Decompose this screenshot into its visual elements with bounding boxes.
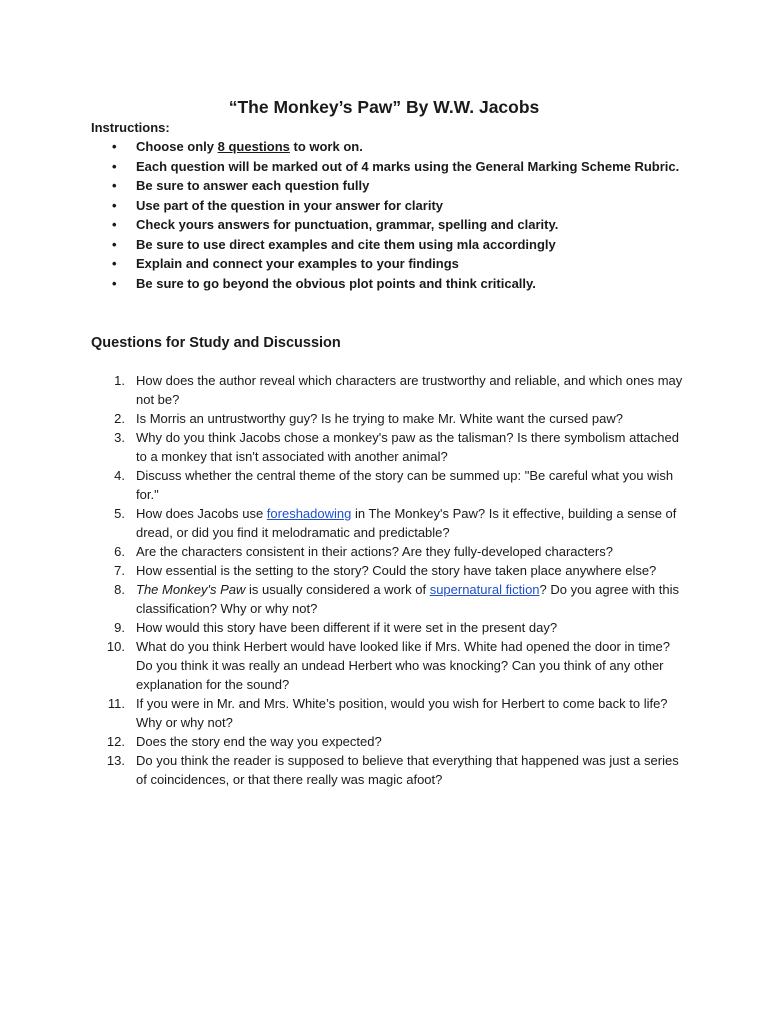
- question-item: [91, 428, 687, 466]
- instruction-item: [91, 157, 691, 177]
- bullet-icon: •: [112, 217, 117, 232]
- question-number: 12.: [106, 734, 125, 749]
- question-text: If you were in Mr. and Mrs. White’s position, would you wish for Herbert to come back to life? Why or why not?: [136, 696, 668, 730]
- question-number: 7.: [114, 563, 125, 578]
- question-text: is usually considered a work of: [245, 582, 430, 597]
- bullet-icon: •: [112, 178, 117, 193]
- question-text: How essential is the setting to the story? Could the story have taken place anywhere else?: [136, 563, 657, 578]
- question-item: [91, 409, 687, 428]
- bullet-icon: •: [112, 236, 117, 252]
- question-number: 1.: [114, 373, 125, 388]
- question-item: [91, 732, 687, 751]
- question-italic-title: The Monkey's Paw: [136, 582, 246, 597]
- instruction-text: Be sure to use direct examples and cite them using mla accordingly: [136, 236, 556, 252]
- question-text: Does the story end the way you expected?: [136, 734, 382, 749]
- bullet-icon: •: [112, 256, 117, 271]
- question-text: Discuss whether the central theme of the story can be summed up: "Be careful what you wish for.": [136, 468, 674, 502]
- question-number: 11.: [107, 696, 125, 711]
- instruction-item: [91, 215, 691, 235]
- question-item: [91, 618, 687, 637]
- instruction-text: Choose only: [136, 139, 218, 154]
- question-number: 8.: [114, 582, 125, 597]
- question-item: [91, 542, 687, 561]
- question-number: 3.: [114, 430, 125, 445]
- instruction-text: Be sure to go beyond the obvious plot points and think critically.: [136, 275, 536, 291]
- question-number: 2.: [114, 411, 125, 426]
- instruction-text: Be sure to answer each question fully: [136, 178, 370, 193]
- instruction-item: [91, 254, 691, 274]
- question-item: [91, 694, 687, 732]
- bullet-icon: •: [112, 139, 117, 154]
- bullet-icon: •: [112, 197, 117, 213]
- question-item: [91, 637, 687, 694]
- instruction-text: Use part of the question in your answer for clarity: [136, 197, 444, 213]
- bullet-icon: •: [112, 158, 117, 174]
- question-number: 10.: [106, 639, 125, 654]
- instruction-underlined-text: 8 questions: [217, 139, 290, 154]
- question-item: [91, 580, 687, 618]
- question-text: Is Morris an untrustworthy guy? Is he trying to make Mr. White want the cursed paw?: [136, 411, 623, 426]
- instruction-item: [91, 196, 691, 216]
- question-text: How does the author reveal which characters are trustworthy and reliable, and which ones may not be?: [136, 373, 683, 407]
- instruction-text: Each question will be marked out of 4 marks using the General Marking Scheme Rubric.: [136, 158, 680, 174]
- questions-list: [91, 371, 687, 789]
- instruction-item: [91, 176, 691, 196]
- question-text: Why do you think Jacobs chose a monkey's paw as the talisman? Is there symbolism attached to a monkey that isn't associated with another animal?: [136, 430, 679, 464]
- instructions-label: Instructions:: [91, 120, 170, 135]
- question-item: [91, 504, 687, 542]
- instructions-list: [91, 137, 691, 293]
- question-text: How would this story have been different if it were set in the present day?: [136, 620, 558, 635]
- instruction-text: Check yours answers for punctuation, grammar, spelling and clarity.: [136, 217, 559, 232]
- question-item: [91, 561, 687, 580]
- question-text: Are the characters consistent in their actions? Are they fully-developed characters?: [136, 544, 613, 559]
- instruction-item: [91, 235, 691, 255]
- question-number: 6.: [114, 544, 125, 559]
- instruction-item: [91, 137, 691, 157]
- instruction-text: to work on.: [289, 139, 363, 154]
- question-number: 13.: [106, 753, 125, 768]
- document-title: “The Monkey’s Paw” By W.W. Jacobs: [228, 97, 540, 117]
- foreshadowing-link[interactable]: foreshadowing: [266, 506, 352, 521]
- supernatural-fiction-link[interactable]: supernatural fiction: [429, 582, 540, 597]
- question-item: [91, 751, 687, 789]
- question-number: 5.: [114, 506, 125, 521]
- instruction-item: [91, 274, 691, 294]
- question-item: [91, 371, 687, 409]
- section-heading: Questions for Study and Discussion: [91, 335, 341, 351]
- question-number: 4.: [114, 468, 125, 483]
- question-text: in The Monkey's Paw? Is it effective, building a sense of dread, or did you find it melodramatic and predictable?: [136, 506, 677, 540]
- bullet-icon: •: [112, 275, 117, 291]
- question-number: 9.: [114, 620, 125, 635]
- question-text: What do you think Herbert would have looked like if Mrs. White had opened the door in time? Do you think it was really an undead Herbert who was knocking? Can you think of any other explanation for the sound?: [136, 639, 671, 692]
- question-item: [91, 466, 687, 504]
- question-text: How does Jacobs use: [136, 506, 267, 521]
- question-text: ? Do you agree with this classification? Why or why not?: [136, 582, 679, 616]
- instruction-text: Explain and connect your examples to your findings: [136, 256, 459, 271]
- question-text: Do you think the reader is supposed to believe that everything that happened was just a series of coincidences, or that there really was magic afoot?: [136, 753, 679, 787]
